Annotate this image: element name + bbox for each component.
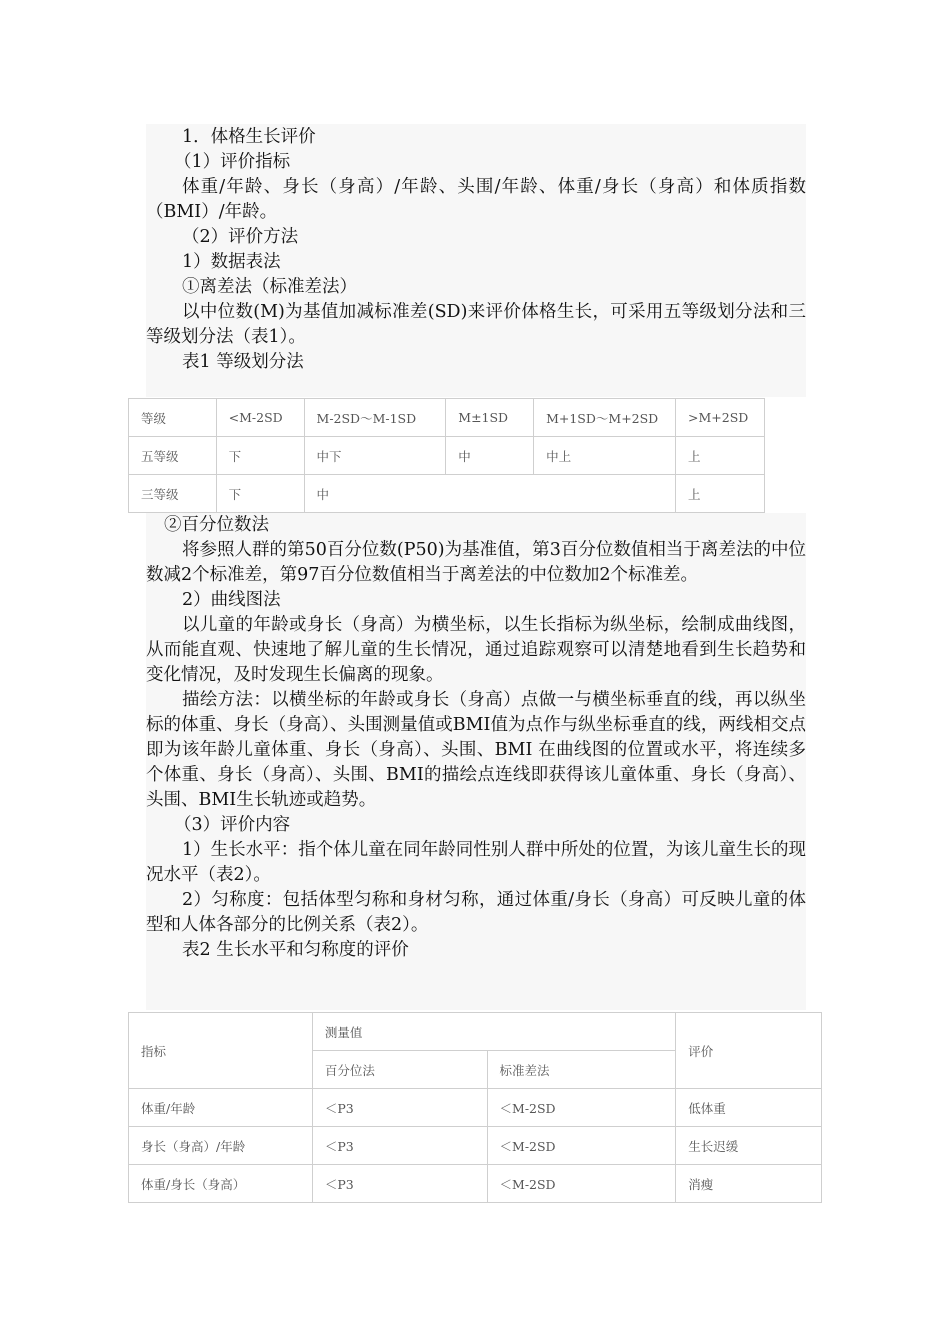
table-cell: 消瘦: [676, 1165, 822, 1203]
section-growth-evaluation: [146, 124, 806, 397]
table-cell: 下: [216, 475, 304, 513]
percentile-title: ②百分位数法: [164, 515, 269, 535]
subheading-methods: （2）评价方法: [182, 227, 299, 247]
table-row: [129, 1089, 822, 1127]
content-title: （3）评价内容: [174, 815, 291, 835]
table-cell: ＜P3: [312, 1165, 487, 1203]
table-cell: >M+2SD: [676, 399, 765, 437]
table-cell: ＜M-2SD: [487, 1127, 676, 1165]
table-cell: 三等级: [129, 475, 217, 513]
table-cell: 身长（身高）/年龄: [129, 1127, 313, 1165]
method-data-table: 1）数据表法: [182, 252, 281, 272]
table2-caption: 表2 生长水平和匀称度的评价: [182, 940, 409, 960]
table-row: [129, 1013, 822, 1051]
table-row: [129, 1127, 822, 1165]
table-cell: 中上: [534, 437, 676, 475]
table-cell: 中: [304, 475, 675, 513]
table-header-cell: 标准差法: [487, 1051, 676, 1089]
table-row: [129, 1165, 822, 1203]
table-cell: <M-2SD: [216, 399, 304, 437]
table-cell: M+1SD～M+2SD: [534, 399, 676, 437]
growth-evaluation-table: [128, 1012, 822, 1203]
curve-title: 2）曲线图法: [182, 590, 281, 610]
section-evaluation-methods: [146, 513, 806, 1010]
table-cell: 下: [216, 437, 304, 475]
table-cell: 中: [446, 437, 534, 475]
table-cell: M±1SD: [446, 399, 534, 437]
table-cell: 体重/年龄: [129, 1089, 313, 1127]
table-cell: 五等级: [129, 437, 217, 475]
subheading-indicators: （1）评价指标: [174, 152, 291, 172]
table-cell: ＜M-2SD: [487, 1089, 676, 1127]
table-cell: ＜P3: [312, 1127, 487, 1165]
table-cell: ＜P3: [312, 1089, 487, 1127]
table-header-cell: 测量值: [312, 1013, 675, 1051]
table1-caption: 表1 等级划分法: [182, 352, 304, 372]
indicators-paragraph: 体重/年龄、身长（身高）/年龄、头围/年龄、体重/身长（身高）和体质指数（BMI）/年龄。: [146, 177, 806, 222]
table-row: [129, 475, 765, 513]
table-header-cell: 评价: [676, 1013, 822, 1089]
symmetry-paragraph: 2）匀称度：包括体型匀称和身材匀称，通过体重/身长（身高）可反映儿童的体型和人体各部分的比例关系（表2）。: [146, 890, 806, 935]
grade-classification-table: [128, 398, 765, 513]
table-cell: 等级: [129, 399, 217, 437]
table-row: [129, 399, 765, 437]
deviation-paragraph: 以中位数(M)为基值加减标准差(SD)来评价体格生长，可采用五等级划分法和三等级划分法（表1）。: [146, 302, 806, 347]
table-cell: M-2SD～M-1SD: [304, 399, 446, 437]
method-deviation: ①离差法（标准差法）: [182, 277, 357, 297]
drawing-paragraph: 描绘方法：以横坐标的年龄或身长（身高）点做一与横坐标垂直的线，再以纵坐标的体重、身长（身高）、头围测量值或BMI值为点作与纵坐标垂直的线，两线相交点即为该年龄儿童体重、身长（身高）、头围、BMI 在曲线图的位置或水平，将连续多个体重、身长（身高）、头围、BMI的描绘点连线即获得该儿童体重、身长（身高）、头围、BMI生长轨迹或趋势。: [146, 690, 806, 810]
table-row: [129, 437, 765, 475]
percentile-paragraph: 将参照人群的第50百分位数(P50)为基准值，第3百分位数值相当于离差法的中位数减2个标准差，第97百分位数值相当于离差法的中位数加2个标准差。: [146, 540, 806, 585]
table-header-cell: 指标: [129, 1013, 313, 1089]
table-cell: 上: [676, 437, 765, 475]
section-title: 1．体格生长评价: [182, 127, 316, 147]
table-cell: 低体重: [676, 1089, 822, 1127]
table-header-cell: 百分位法: [312, 1051, 487, 1089]
table-cell: 生长迟缓: [676, 1127, 822, 1165]
table-cell: ＜M-2SD: [487, 1165, 676, 1203]
table-cell: 体重/身长（身高）: [129, 1165, 313, 1203]
curve-paragraph: 以儿童的年龄或身长（身高）为横坐标，以生长指标为纵坐标，绘制成曲线图，从而能直观、快速地了解儿童的生长情况，通过追踪观察可以清楚地看到生长趋势和变化情况，及时发现生长偏离的现象。: [146, 615, 806, 685]
table-cell: 上: [676, 475, 765, 513]
growth-level-paragraph: 1）生长水平：指个体儿童在同年龄同性别人群中所处的位置，为该儿童生长的现况水平（表2）。: [146, 840, 806, 885]
table-cell: 中下: [304, 437, 446, 475]
